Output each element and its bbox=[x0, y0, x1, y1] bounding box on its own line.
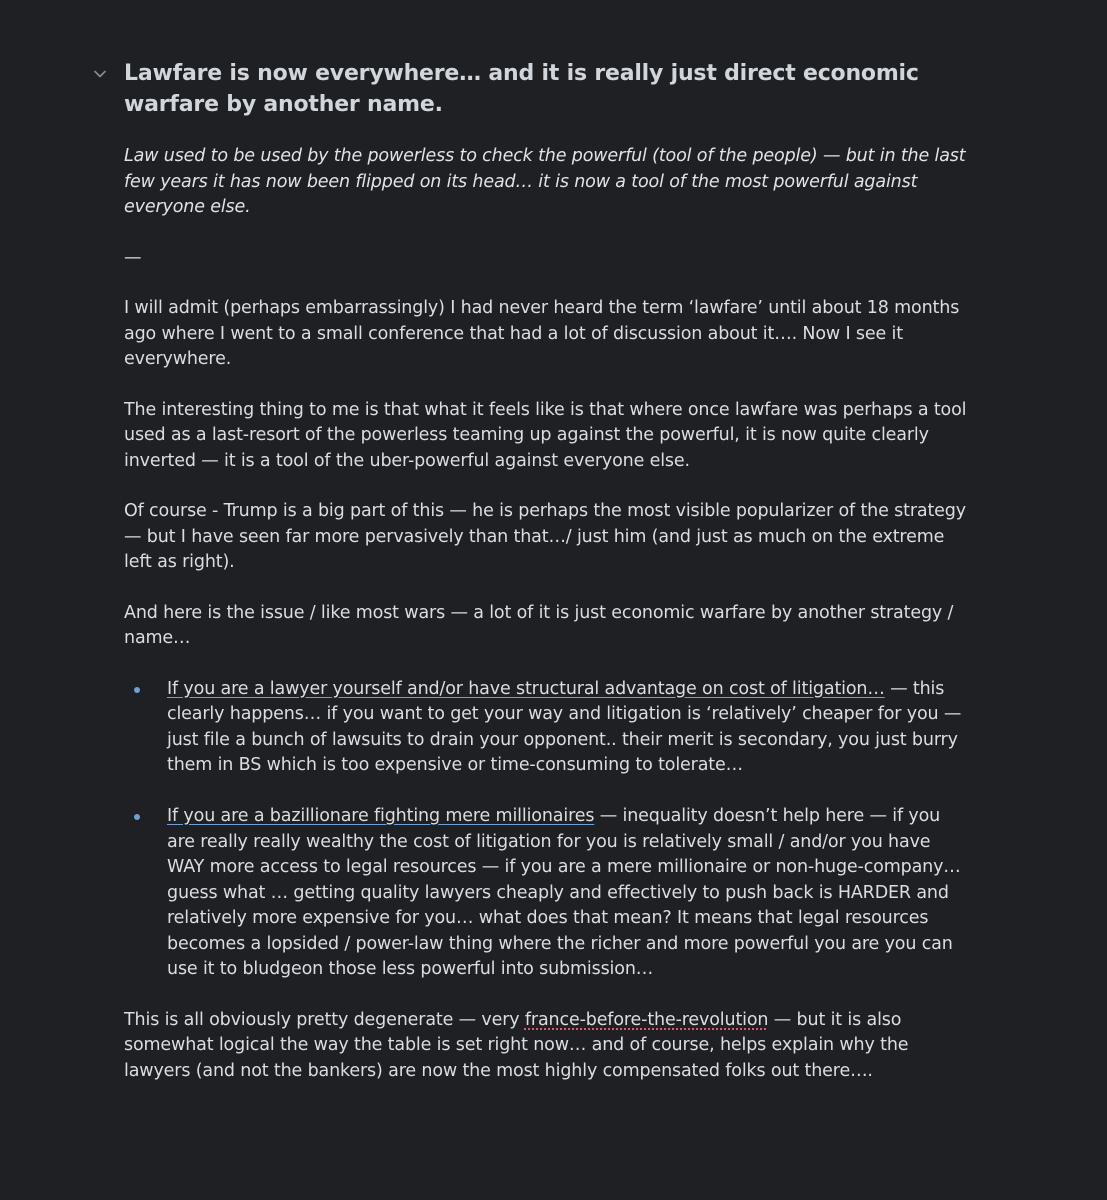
list-item[interactable] bbox=[124, 677, 972, 779]
bullet-dot-icon bbox=[134, 814, 140, 820]
paragraph[interactable]: And here is the issue / like most wars — a lot of it is just economic warfare by another strategy / name… bbox=[124, 602, 954, 648]
paragraph[interactable]: Of course - Trump is a big part of this — he is perhaps the most visible popularizer of the strategy — but I have seen far more pervasively than that…/ just him (and just as much on the extreme left as right). bbox=[124, 501, 966, 572]
bullet-dot-icon bbox=[134, 687, 140, 693]
list-item[interactable] bbox=[124, 804, 972, 983]
spellcheck-flagged-word[interactable]: france-before-the-revolution bbox=[524, 1009, 769, 1030]
closing-paragraph[interactable] bbox=[124, 1008, 972, 1085]
closing-text-after: — but it is also somewhat logical the way the table is set right now… and of course, helps explain why the lawyers (and not the bankers) are now the most highly compensated folks out there…. bbox=[124, 1009, 909, 1081]
separator: — bbox=[124, 247, 142, 268]
bullet-link-bazillionare[interactable]: If you are a bazillionare fighting mere millionaires bbox=[167, 806, 595, 826]
chevron-down-icon[interactable] bbox=[92, 66, 108, 82]
bullet-text: — inequality doesn’t help here — if you are really really wealthy the cost of litigation for you is relatively small / and/or you have WAY more access to legal resources — if you are a mere millionaire or non-huge-company… guess what … getting quality lawyers cheaply and effectively to push back is HARDER and relatively more expensive for you… what does that mean? It means that legal resources becomes a lopsided / power-law thing where the richer and more powerful you are you can use it to bludgeon those less powerful into submission… bbox=[167, 806, 961, 979]
paragraph[interactable]: I will admit (perhaps embarrassingly) I had never heard the term ‘lawfare’ until about 18 months ago where I went to a small conference that had a lot of discussion about it…. Now I see it everywhere. bbox=[124, 298, 960, 369]
note-title[interactable]: Lawfare is now everywhere… and it is really just direct economic warfare by another name. bbox=[124, 61, 919, 117]
note-subtitle[interactable]: Law used to be used by the powerless to check the powerful (tool of the people) — but in the last few years it has now been flipped on its head… it is now a tool of the most powerful against everyone else. bbox=[124, 146, 966, 217]
closing-text-before: This is all obviously pretty degenerate — very bbox=[124, 1009, 525, 1030]
bullet-list bbox=[124, 677, 972, 983]
bullet-link-lawyer[interactable]: If you are a lawyer yourself and/or have structural advantage on cost of litigation… bbox=[167, 678, 885, 699]
note-body bbox=[124, 58, 972, 1084]
bullet-text: — this clearly happens… if you want to get your way and litigation is ‘relatively’ cheaper for you — just file a bunch of lawsuits to drain your opponent.. their merit is secondary, you just burry them in BS which is too expensive or time-consuming to tolerate… bbox=[167, 678, 962, 775]
paragraph[interactable]: The interesting thing to me is that what it feels like is that where once lawfare was perhaps a tool used as a last-resort of the powerless teaming up against the powerful, it is now quite clearly inverted — it is a tool of the uber-powerful against everyone else. bbox=[124, 399, 967, 471]
